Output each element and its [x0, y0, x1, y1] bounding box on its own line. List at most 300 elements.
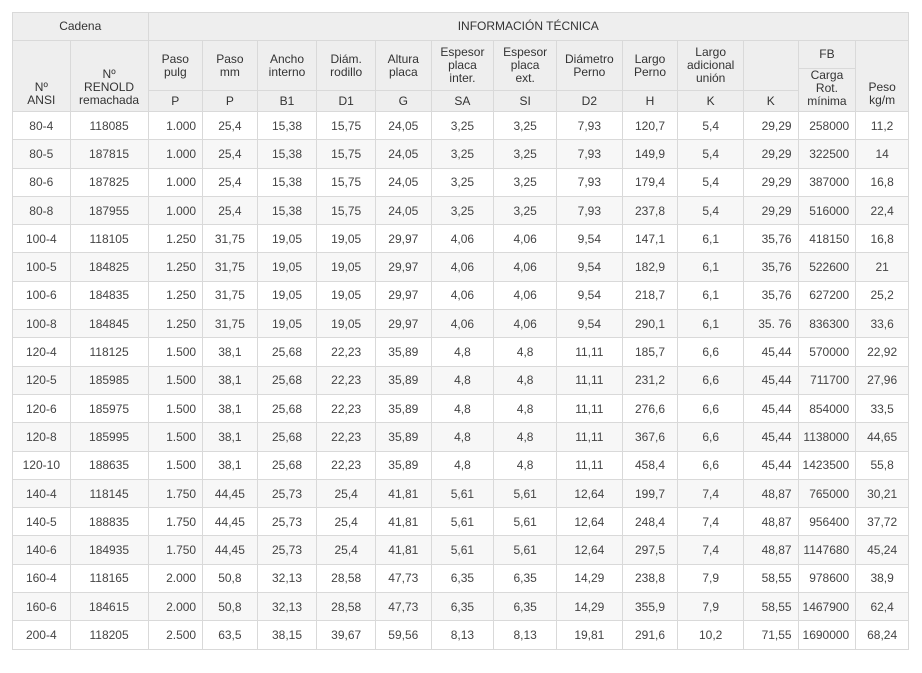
table-cell: 978600 — [798, 564, 856, 592]
table-cell: 48,87 — [744, 508, 799, 536]
table-cell: 35,89 — [375, 366, 431, 394]
table-cell: 48,87 — [744, 536, 799, 564]
table-cell: 33,5 — [856, 394, 909, 422]
table-cell: 25,4 — [203, 140, 258, 168]
cadena-header: Cadena — [13, 13, 149, 41]
table-cell: 25,4 — [317, 536, 376, 564]
table-cell: 1.000 — [148, 140, 203, 168]
table-cell: 25,68 — [257, 451, 317, 479]
table-cell: 9,54 — [556, 253, 622, 281]
info-tecnica-header: INFORMACIÓN TÉCNICA — [148, 13, 909, 41]
table-cell: 322500 — [798, 140, 856, 168]
table-cell: 854000 — [798, 394, 856, 422]
sym-k-union: K — [678, 91, 744, 112]
table-cell: 25,68 — [257, 423, 317, 451]
table-cell: 35. 76 — [744, 310, 799, 338]
table-cell: 80-8 — [13, 196, 71, 224]
table-cell: 367,6 — [622, 423, 678, 451]
table-cell: 32,13 — [257, 593, 317, 621]
table-cell: 15,38 — [257, 140, 317, 168]
table-cell: 25,4 — [317, 479, 376, 507]
table-cell: 6,35 — [431, 564, 494, 592]
table-cell: 185975 — [70, 394, 148, 422]
table-cell: 31,75 — [203, 253, 258, 281]
table-cell: 29,29 — [744, 112, 799, 140]
table-cell: 218,7 — [622, 281, 678, 309]
table-cell: 22,23 — [317, 423, 376, 451]
table-cell: 184825 — [70, 253, 148, 281]
table-cell: 2.000 — [148, 593, 203, 621]
table-row — [13, 593, 909, 621]
table-cell: 41,81 — [375, 479, 431, 507]
table-cell: 11,11 — [556, 366, 622, 394]
table-cell: 184935 — [70, 536, 148, 564]
table-cell: 24,05 — [375, 168, 431, 196]
table-cell: 29,97 — [375, 253, 431, 281]
table-cell: 38,1 — [203, 394, 258, 422]
table-cell: 120-6 — [13, 394, 71, 422]
table-cell: 29,29 — [744, 168, 799, 196]
table-cell: 120-4 — [13, 338, 71, 366]
table-cell: 1423500 — [798, 451, 856, 479]
col-paso-mm: Paso mm — [203, 41, 258, 91]
table-cell: 120-5 — [13, 366, 71, 394]
table-cell: 200-4 — [13, 621, 71, 649]
table-cell: 5,4 — [678, 168, 744, 196]
table-cell: 458,4 — [622, 451, 678, 479]
table-cell: 188835 — [70, 508, 148, 536]
table-cell: 19,05 — [317, 225, 376, 253]
table-cell: 8,13 — [431, 621, 494, 649]
table-cell: 4,8 — [431, 423, 494, 451]
table-cell: 45,44 — [744, 338, 799, 366]
table-cell: 711700 — [798, 366, 856, 394]
table-cell: 15,75 — [317, 196, 376, 224]
table-cell: 50,8 — [203, 593, 258, 621]
table-cell: 29,29 — [744, 196, 799, 224]
table-cell: 25,68 — [257, 366, 317, 394]
table-cell: 4,06 — [431, 281, 494, 309]
table-cell: 11,11 — [556, 451, 622, 479]
table-cell: 19,05 — [257, 253, 317, 281]
table-cell: 6,1 — [678, 225, 744, 253]
table-cell: 45,44 — [744, 394, 799, 422]
sym-g: G — [375, 91, 431, 112]
table-cell: 387000 — [798, 168, 856, 196]
table-cell: 9,54 — [556, 225, 622, 253]
table-row — [13, 423, 909, 451]
table-cell: 29,97 — [375, 225, 431, 253]
table-cell: 21 — [856, 253, 909, 281]
table-cell: 290,1 — [622, 310, 678, 338]
sym-k: K — [744, 91, 799, 112]
table-cell: 15,75 — [317, 168, 376, 196]
table-cell: 35,76 — [744, 225, 799, 253]
table-body — [13, 112, 909, 650]
sym-d2: D2 — [556, 91, 622, 112]
table-cell: 59,56 — [375, 621, 431, 649]
table-cell: 4,06 — [494, 310, 557, 338]
table-cell: 25,73 — [257, 536, 317, 564]
table-cell: 7,93 — [556, 196, 622, 224]
table-cell: 25,4 — [317, 508, 376, 536]
table-cell: 4,8 — [494, 366, 557, 394]
table-cell: 3,25 — [431, 112, 494, 140]
table-cell: 28,58 — [317, 564, 376, 592]
table-cell: 4,06 — [431, 310, 494, 338]
table-cell: 149,9 — [622, 140, 678, 168]
table-cell: 14,29 — [556, 593, 622, 621]
sym-d1: D1 — [317, 91, 376, 112]
table-cell: 237,8 — [622, 196, 678, 224]
table-cell: 22,23 — [317, 394, 376, 422]
table-cell: 231,2 — [622, 366, 678, 394]
table-cell: 31,75 — [203, 281, 258, 309]
table-cell: 7,93 — [556, 112, 622, 140]
table-cell: 44,45 — [203, 508, 258, 536]
table-cell: 11,2 — [856, 112, 909, 140]
table-row — [13, 338, 909, 366]
table-cell: 4,06 — [494, 225, 557, 253]
table-cell: 12,64 — [556, 479, 622, 507]
table-cell: 38,15 — [257, 621, 317, 649]
table-cell: 355,9 — [622, 593, 678, 621]
table-cell: 35,89 — [375, 423, 431, 451]
table-row — [13, 536, 909, 564]
table-cell: 41,81 — [375, 536, 431, 564]
table-cell: 118145 — [70, 479, 148, 507]
sym-p-pulg: P — [148, 91, 203, 112]
table-cell: 14,29 — [556, 564, 622, 592]
table-cell: 4,8 — [494, 451, 557, 479]
table-cell: 1.000 — [148, 196, 203, 224]
table-cell: 185995 — [70, 423, 148, 451]
table-cell: 118205 — [70, 621, 148, 649]
table-cell: 19,81 — [556, 621, 622, 649]
table-cell: 7,93 — [556, 168, 622, 196]
table-cell: 31,75 — [203, 310, 258, 338]
table-cell: 11,11 — [556, 338, 622, 366]
table-cell: 19,05 — [257, 310, 317, 338]
col-ansi: Nº ANSI — [13, 41, 71, 112]
table-cell: 35,89 — [375, 394, 431, 422]
table-cell: 140-4 — [13, 479, 71, 507]
table-cell: 4,06 — [494, 253, 557, 281]
table-cell: 179,4 — [622, 168, 678, 196]
table-cell: 38,1 — [203, 423, 258, 451]
table-cell: 29,97 — [375, 310, 431, 338]
table-cell: 4,06 — [431, 225, 494, 253]
table-cell: 24,05 — [375, 140, 431, 168]
table-cell: 100-8 — [13, 310, 71, 338]
table-cell: 2.500 — [148, 621, 203, 649]
table-row — [13, 253, 909, 281]
table-cell: 765000 — [798, 479, 856, 507]
table-cell: 248,4 — [622, 508, 678, 536]
col-peso: Peso kg/m — [856, 41, 909, 112]
table-cell: 187825 — [70, 168, 148, 196]
table-cell: 4,8 — [431, 366, 494, 394]
table-row — [13, 366, 909, 394]
col-ancho: Ancho interno — [257, 41, 317, 91]
table-cell: 570000 — [798, 338, 856, 366]
table-cell: 1.750 — [148, 508, 203, 536]
col-k-blank — [744, 41, 799, 91]
table-cell: 35,76 — [744, 253, 799, 281]
table-cell: 9,54 — [556, 281, 622, 309]
table-cell: 15,38 — [257, 168, 317, 196]
table-cell: 1.250 — [148, 281, 203, 309]
table-cell: 27,96 — [856, 366, 909, 394]
table-cell: 956400 — [798, 508, 856, 536]
table-cell: 6,1 — [678, 310, 744, 338]
table-cell: 187955 — [70, 196, 148, 224]
table-cell: 5,4 — [678, 140, 744, 168]
table-cell: 5,61 — [494, 508, 557, 536]
table-cell: 6,6 — [678, 394, 744, 422]
table-cell: 25,68 — [257, 394, 317, 422]
table-cell: 44,45 — [203, 479, 258, 507]
table-cell: 38,9 — [856, 564, 909, 592]
table-cell: 199,7 — [622, 479, 678, 507]
table-cell: 1.250 — [148, 310, 203, 338]
table-cell: 5,61 — [431, 479, 494, 507]
table-cell: 276,6 — [622, 394, 678, 422]
table-cell: 45,44 — [744, 451, 799, 479]
table-cell: 37,72 — [856, 508, 909, 536]
table-cell: 147,1 — [622, 225, 678, 253]
table-cell: 6,6 — [678, 338, 744, 366]
table-cell: 50,8 — [203, 564, 258, 592]
table-cell: 25,4 — [203, 196, 258, 224]
table-cell: 4,8 — [494, 338, 557, 366]
table-cell: 28,58 — [317, 593, 376, 621]
sym-p-mm: P — [203, 91, 258, 112]
table-cell: 29,29 — [744, 140, 799, 168]
table-cell: 182,9 — [622, 253, 678, 281]
table-cell: 6,6 — [678, 451, 744, 479]
table-cell: 48,87 — [744, 479, 799, 507]
table-cell: 1.750 — [148, 479, 203, 507]
table-cell: 160-6 — [13, 593, 71, 621]
table-cell: 25,73 — [257, 508, 317, 536]
table-cell: 6,1 — [678, 281, 744, 309]
table-cell: 33,6 — [856, 310, 909, 338]
table-row — [13, 112, 909, 140]
table-cell: 35,76 — [744, 281, 799, 309]
table-cell: 12,64 — [556, 536, 622, 564]
table-cell: 24,05 — [375, 196, 431, 224]
table-cell: 80-6 — [13, 168, 71, 196]
col-largo-adic: Largo adicional unión — [678, 41, 744, 91]
table-cell: 1.500 — [148, 366, 203, 394]
table-cell: 100-4 — [13, 225, 71, 253]
table-cell: 25,4 — [203, 112, 258, 140]
col-espesor-int: Espesor placa inter. — [431, 41, 494, 91]
table-cell: 11,11 — [556, 394, 622, 422]
table-cell: 19,05 — [257, 281, 317, 309]
table-cell: 68,24 — [856, 621, 909, 649]
table-cell: 5,61 — [494, 479, 557, 507]
table-cell: 1.000 — [148, 112, 203, 140]
col-diam-rodillo: Diám. rodillo — [317, 41, 376, 91]
table-cell: 7,4 — [678, 479, 744, 507]
table-cell: 836300 — [798, 310, 856, 338]
table-cell: 100-6 — [13, 281, 71, 309]
table-cell: 9,54 — [556, 310, 622, 338]
table-cell: 25,4 — [203, 168, 258, 196]
table-cell: 25,2 — [856, 281, 909, 309]
table-row — [13, 168, 909, 196]
table-cell: 19,05 — [317, 310, 376, 338]
table-row — [13, 479, 909, 507]
col-renold: Nº RENOLD remachada — [70, 41, 148, 112]
table-cell: 24,05 — [375, 112, 431, 140]
table-header — [13, 13, 909, 112]
sym-sa: SA — [431, 91, 494, 112]
table-cell: 522600 — [798, 253, 856, 281]
table-cell: 45,24 — [856, 536, 909, 564]
table-cell: 418150 — [798, 225, 856, 253]
table-cell: 22,23 — [317, 366, 376, 394]
table-cell: 1.500 — [148, 394, 203, 422]
table-cell: 25,68 — [257, 338, 317, 366]
sym-b1: B1 — [257, 91, 317, 112]
table-cell: 4,8 — [431, 451, 494, 479]
table-cell: 15,38 — [257, 112, 317, 140]
table-row — [13, 394, 909, 422]
table-cell: 32,13 — [257, 564, 317, 592]
table-cell: 3,25 — [494, 140, 557, 168]
table-cell: 4,8 — [431, 394, 494, 422]
table-cell: 4,06 — [431, 253, 494, 281]
table-cell: 627200 — [798, 281, 856, 309]
table-cell: 3,25 — [431, 196, 494, 224]
table-cell: 55,8 — [856, 451, 909, 479]
table-cell: 19,05 — [257, 225, 317, 253]
table-cell: 35,89 — [375, 451, 431, 479]
table-cell: 71,55 — [744, 621, 799, 649]
table-cell: 1.500 — [148, 338, 203, 366]
table-cell: 47,73 — [375, 564, 431, 592]
table-cell: 6,1 — [678, 253, 744, 281]
table-cell: 12,64 — [556, 508, 622, 536]
table-cell: 1147680 — [798, 536, 856, 564]
table-cell: 184845 — [70, 310, 148, 338]
table-cell: 31,75 — [203, 225, 258, 253]
table-cell: 4,06 — [494, 281, 557, 309]
table-cell: 15,38 — [257, 196, 317, 224]
col-largo-perno: Largo Perno — [622, 41, 678, 91]
table-row — [13, 140, 909, 168]
table-cell: 2.000 — [148, 564, 203, 592]
table-cell: 6,6 — [678, 366, 744, 394]
table-cell: 1467900 — [798, 593, 856, 621]
table-cell: 7,9 — [678, 564, 744, 592]
table-cell: 118085 — [70, 112, 148, 140]
table-cell: 22,23 — [317, 338, 376, 366]
table-cell: 1.500 — [148, 423, 203, 451]
table-cell: 38,1 — [203, 451, 258, 479]
table-cell: 140-6 — [13, 536, 71, 564]
table-cell: 80-5 — [13, 140, 71, 168]
table-row — [13, 508, 909, 536]
table-row — [13, 225, 909, 253]
col-paso-pulg: Paso pulg — [148, 41, 203, 91]
table-cell: 118105 — [70, 225, 148, 253]
table-cell: 15,75 — [317, 112, 376, 140]
table-row — [13, 281, 909, 309]
table-cell: 16,8 — [856, 168, 909, 196]
col-diam-perno: Diámetro Perno — [556, 41, 622, 91]
table-cell: 1.500 — [148, 451, 203, 479]
table-cell: 30,21 — [856, 479, 909, 507]
table-cell: 38,1 — [203, 366, 258, 394]
table-cell: 1.250 — [148, 253, 203, 281]
table-cell: 5,61 — [431, 508, 494, 536]
table-cell: 6,35 — [494, 564, 557, 592]
table-cell: 1.750 — [148, 536, 203, 564]
col-carga: Carga Rot. mínima — [798, 69, 856, 112]
table-cell: 3,25 — [431, 140, 494, 168]
table-cell: 44,45 — [203, 536, 258, 564]
table-cell: 188635 — [70, 451, 148, 479]
table-cell: 22,23 — [317, 451, 376, 479]
table-cell: 118165 — [70, 564, 148, 592]
table-cell: 58,55 — [744, 593, 799, 621]
col-espesor-ext: Espesor placa ext. — [494, 41, 557, 91]
table-cell: 4,8 — [494, 423, 557, 451]
table-cell: 45,44 — [744, 423, 799, 451]
table-cell: 100-5 — [13, 253, 71, 281]
table-cell: 38,1 — [203, 338, 258, 366]
table-row — [13, 451, 909, 479]
table-cell: 184615 — [70, 593, 148, 621]
table-cell: 118125 — [70, 338, 148, 366]
table-cell: 516000 — [798, 196, 856, 224]
table-cell: 10,2 — [678, 621, 744, 649]
table-cell: 7,93 — [556, 140, 622, 168]
table-cell: 120-10 — [13, 451, 71, 479]
table-row — [13, 564, 909, 592]
sym-si: SI — [494, 91, 557, 112]
table-cell: 297,5 — [622, 536, 678, 564]
table-cell: 187815 — [70, 140, 148, 168]
table-row — [13, 621, 909, 649]
table-cell: 15,75 — [317, 140, 376, 168]
spec-table — [12, 12, 909, 650]
table-cell: 1.000 — [148, 168, 203, 196]
table-cell: 25,73 — [257, 479, 317, 507]
table-cell: 45,44 — [744, 366, 799, 394]
table-cell: 5,4 — [678, 196, 744, 224]
table-cell: 6,35 — [494, 593, 557, 621]
table-row — [13, 310, 909, 338]
table-cell: 16,8 — [856, 225, 909, 253]
table-cell: 4,8 — [494, 394, 557, 422]
table-cell: 7,4 — [678, 508, 744, 536]
table-cell: 22,4 — [856, 196, 909, 224]
table-cell: 3,25 — [494, 196, 557, 224]
table-cell: 1.250 — [148, 225, 203, 253]
table-cell: 238,8 — [622, 564, 678, 592]
table-cell: 63,5 — [203, 621, 258, 649]
table-cell: 6,35 — [431, 593, 494, 621]
table-cell: 258000 — [798, 112, 856, 140]
table-cell: 14 — [856, 140, 909, 168]
table-cell: 29,97 — [375, 281, 431, 309]
table-cell: 1138000 — [798, 423, 856, 451]
